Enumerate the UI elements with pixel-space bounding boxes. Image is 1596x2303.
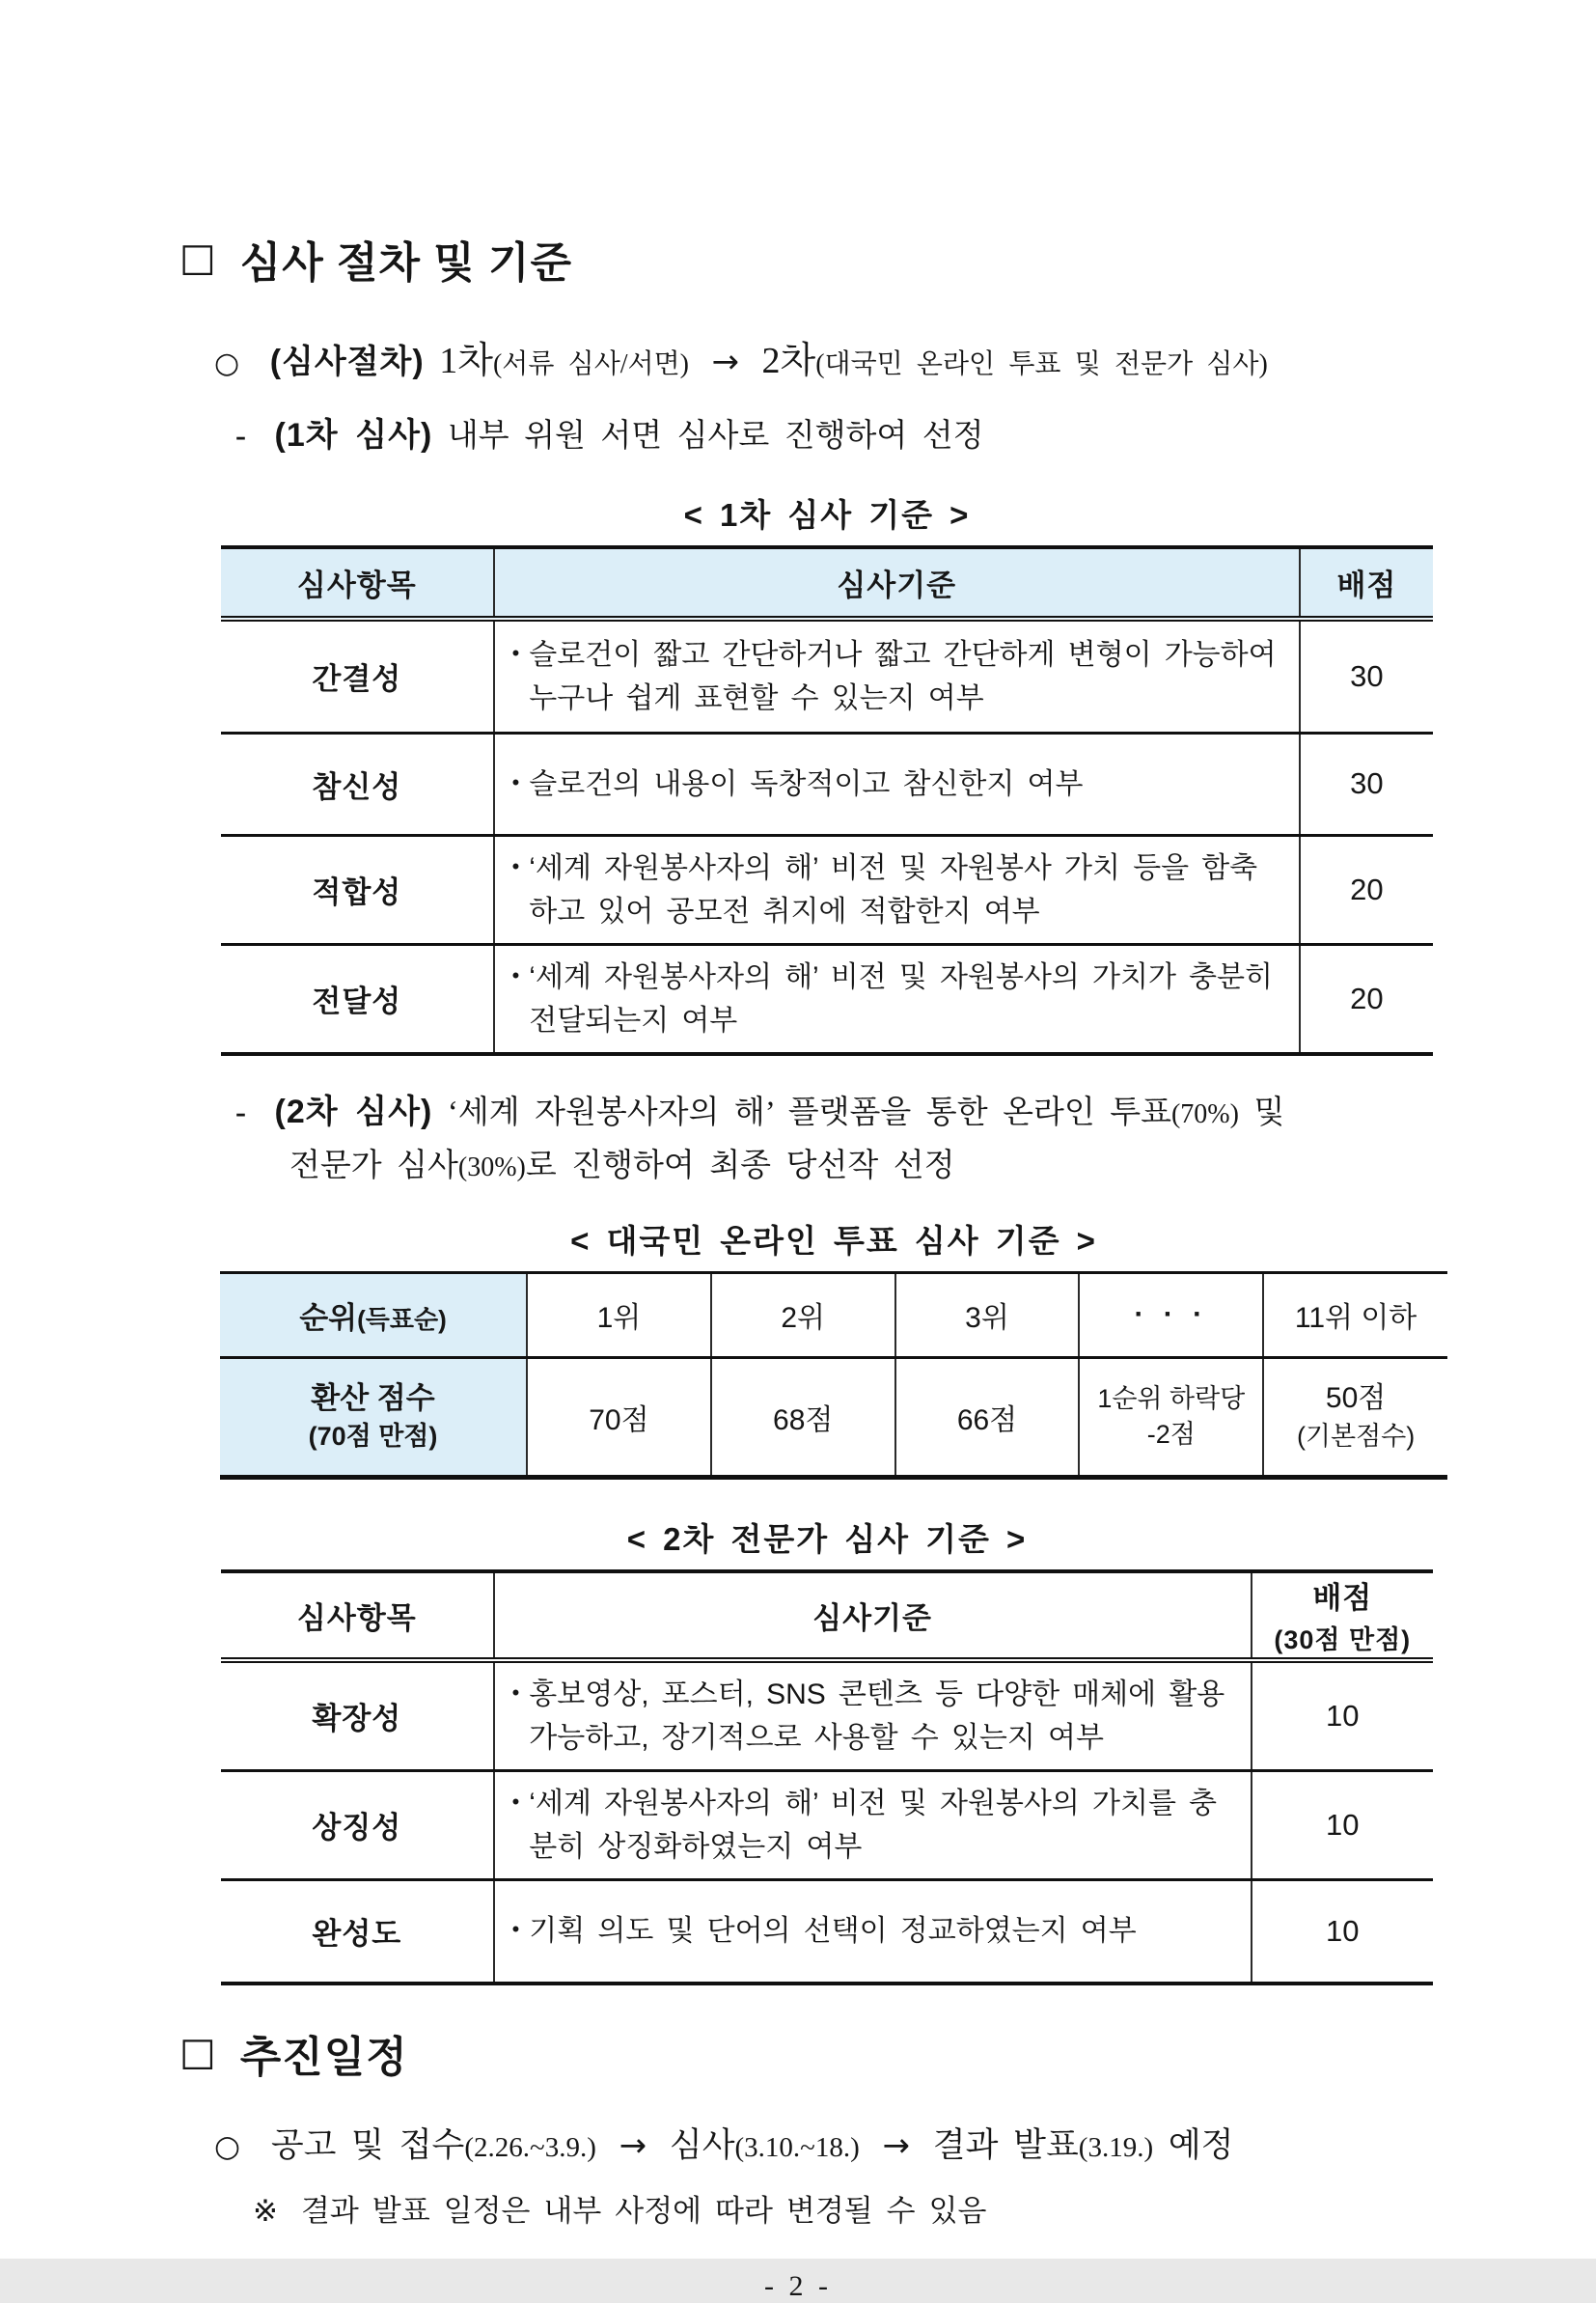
procedure-stage1-detail: (서류 심사/서면) — [492, 349, 689, 379]
dash-bullet-icon: - — [235, 419, 246, 454]
dot-bullet-icon: • — [511, 962, 520, 987]
square-bullet-icon: □ — [179, 236, 217, 280]
row-item: 상징성 — [312, 1811, 402, 1845]
timeline-step3: 결과 발표 — [932, 2126, 1079, 2164]
table-row — [221, 619, 1433, 733]
review-section-title: 심사 절차 및 기준 — [239, 239, 572, 287]
base-line2: (기본점수) — [1296, 1421, 1416, 1451]
row-criteria-cell — [494, 835, 1300, 944]
row-criteria-text: 홍보영상, 포스터, SNS 콘텐츠 등 다양한 매체에 활용 가능하고, 장기적으로 사용할 수 있는지 여부 — [529, 1678, 1225, 1754]
circle-bullet-icon: ○ — [214, 2129, 241, 2164]
row-criteria-text: ‘세계 자원봉사자의 해’ 비전 및 자원봉사 가치 등을 함축하고 있어 공모전 취지에 적합한지 여부 — [529, 851, 1258, 928]
timeline-step1-date: (2.26.~3.9.) — [464, 2132, 596, 2163]
score-label-line1: 환산 점수 — [311, 1381, 435, 1416]
row-score: 30 — [1300, 733, 1433, 835]
second-review-line2 — [289, 1140, 1596, 1185]
row-item: 전달성 — [312, 985, 402, 1018]
dot-bullet-icon: • — [511, 1679, 520, 1705]
row-item: 확장성 — [312, 1702, 402, 1735]
row-item: 참신성 — [312, 769, 402, 804]
arrow-right-icon: → — [882, 2126, 911, 2165]
rank-header-cell — [220, 1272, 527, 1357]
circle-bullet-icon: ○ — [214, 347, 240, 380]
score-cell-3: 66점 — [895, 1357, 1080, 1477]
first-criteria-table-title: < 1차 심사 기준 > — [683, 497, 971, 533]
score-label-cell — [220, 1357, 527, 1477]
base-line1: 50점 — [1325, 1382, 1387, 1415]
score-cell-drop — [1079, 1357, 1263, 1477]
drop-line2: -2점 — [1146, 1419, 1196, 1449]
table-row — [221, 944, 1433, 1054]
second-review-line — [235, 1085, 1596, 1132]
rank-col-ellipsis: · · · — [1079, 1272, 1263, 1357]
second-review-text1: ‘세계 자원봉사자의 해’ 플랫폼을 통한 온라인 투표 — [447, 1095, 1171, 1130]
row-score: 30 — [1300, 619, 1433, 733]
col-header-score: 배점 — [1300, 547, 1433, 619]
first-review-label: (1차 심사) — [274, 417, 433, 454]
rank-col-2: 2위 — [711, 1272, 895, 1357]
second-review-label: (2차 심사) — [274, 1093, 433, 1130]
dot-bullet-icon: • — [511, 640, 520, 665]
score-cell-2: 68점 — [711, 1357, 895, 1477]
rank-header-text: 순위 — [299, 1300, 358, 1335]
square-bullet-icon: □ — [179, 2030, 217, 2074]
table-row — [221, 733, 1433, 835]
vote-score-row — [220, 1357, 1447, 1477]
row-criteria-cell — [494, 944, 1300, 1054]
rank-col-1: 1위 — [527, 1272, 711, 1357]
timeline-tail: 예정 — [1168, 2126, 1234, 2164]
second-review-tail2: 로 진행하여 최종 당선작 선정 — [525, 1148, 955, 1183]
row-score: 10 — [1252, 1660, 1433, 1771]
table-row — [221, 835, 1433, 944]
procedure-stage2: 2차 — [761, 341, 816, 381]
row-score: 20 — [1300, 944, 1433, 1054]
dot-bullet-icon: • — [511, 853, 520, 878]
rank-col-3: 3위 — [895, 1272, 1080, 1357]
expert-header-row — [221, 1571, 1433, 1660]
col-header-item: 심사항목 — [221, 1571, 494, 1660]
row-score: 10 — [1252, 1770, 1433, 1879]
reference-mark-icon: ※ — [253, 2194, 278, 2228]
dot-bullet-icon: • — [511, 1917, 520, 1942]
rank-header-paren: (득표순) — [357, 1304, 447, 1334]
dot-bullet-icon: • — [511, 1789, 520, 1814]
dash-bullet-icon: - — [235, 1095, 246, 1130]
row-score: 10 — [1252, 1879, 1433, 1984]
first-criteria-table — [221, 545, 1433, 1056]
schedule-timeline-line — [214, 2119, 1596, 2167]
col-header-criteria: 심사기준 — [494, 1571, 1252, 1660]
schedule-note-text: 결과 발표 일정은 내부 사정에 따라 변경될 수 있음 — [300, 2194, 987, 2228]
row-score: 20 — [1300, 835, 1433, 944]
schedule-section-title: 추진일정 — [239, 2034, 408, 2081]
row-item: 간결성 — [312, 662, 402, 697]
row-criteria-text: ‘세계 자원봉사자의 해’ 비전 및 자원봉사의 가치를 충분히 상징화하였는지 여부 — [529, 1787, 1218, 1863]
row-criteria-cell — [494, 1879, 1252, 1984]
review-section-heading — [179, 228, 1596, 290]
schedule-section-heading — [179, 2022, 1596, 2084]
col-header-score — [1252, 1571, 1433, 1660]
second-review-pct2: (30%) — [457, 1152, 526, 1182]
arrow-right-icon: → — [711, 343, 739, 381]
score-header-line2: (30점 만점) — [1274, 1625, 1412, 1654]
row-item: 완성도 — [312, 1917, 402, 1952]
first-criteria-header-row — [221, 547, 1433, 619]
expert-table-block — [221, 1514, 1433, 1986]
col-header-item: 심사항목 — [221, 547, 494, 619]
timeline-step2: 심사 — [669, 2126, 735, 2164]
dot-bullet-icon: • — [511, 769, 520, 794]
score-cell-base — [1263, 1357, 1447, 1477]
schedule-note — [253, 2186, 1596, 2230]
table-row — [221, 1879, 1433, 1984]
procedure-stage1: 1차 — [439, 341, 493, 381]
timeline-step1: 공고 및 접수 — [270, 2126, 465, 2164]
timeline-step3-date: (3.19.) — [1078, 2132, 1154, 2163]
expert-criteria-table — [221, 1569, 1433, 1986]
second-review-text2: 전문가 심사 — [289, 1148, 458, 1183]
row-criteria-cell — [494, 1660, 1252, 1771]
row-item: 적합성 — [312, 875, 402, 909]
row-criteria-cell — [494, 733, 1300, 835]
vote-table-title: < 대국민 온라인 투표 심사 기준 > — [570, 1222, 1097, 1259]
first-review-line — [235, 408, 1596, 456]
score-header-line1: 배점 — [1312, 1581, 1373, 1615]
arrow-right-icon: → — [619, 2126, 647, 2165]
row-criteria-text: 기획 의도 및 단어의 선택이 정교하였는지 여부 — [529, 1915, 1137, 1948]
score-cell-1: 70점 — [527, 1357, 711, 1477]
first-review-text: 내부 위원 서면 심사로 진행하여 선정 — [447, 419, 984, 454]
online-vote-table — [220, 1271, 1447, 1480]
row-criteria-cell — [494, 619, 1300, 733]
col-header-criteria: 심사기준 — [494, 547, 1300, 619]
second-review-pct1: (70%) — [1170, 1098, 1239, 1129]
score-label-line2: (70점 만점) — [308, 1422, 438, 1452]
vote-table-block — [220, 1216, 1447, 1480]
second-review-tail1: 및 — [1253, 1095, 1285, 1130]
procedure-summary-line — [214, 330, 1596, 383]
procedure-label: (심사절차) — [269, 344, 425, 380]
table-row — [221, 1770, 1433, 1879]
timeline-step2-date: (3.10.~18.) — [734, 2132, 860, 2163]
row-criteria-text: ‘세계 자원봉사자의 해’ 비전 및 자원봉사의 가치가 충분히 전달되는지 여부 — [529, 960, 1273, 1037]
rank-col-11plus: 11위 이하 — [1263, 1272, 1447, 1357]
row-criteria-text: 슬로건의 내용이 독창적이고 참신한지 여부 — [529, 767, 1084, 800]
first-criteria-table-block — [221, 490, 1433, 1056]
procedure-stage2-detail: (대국민 온라인 투표 및 전문가 심사) — [815, 349, 1268, 379]
page-number: - 2 - — [764, 2270, 832, 2302]
drop-line1: 1순위 하락당 — [1097, 1384, 1246, 1414]
row-criteria-cell — [494, 1770, 1252, 1879]
expert-table-title: < 2차 전문가 심사 기준 > — [626, 1520, 1028, 1557]
row-criteria-text: 슬로건이 짧고 간단하거나 짧고 간단하게 변형이 가능하여 누구나 쉽게 표현할 수 있는지 여부 — [529, 638, 1277, 714]
table-row — [221, 1660, 1433, 1771]
vote-header-row — [220, 1272, 1447, 1357]
